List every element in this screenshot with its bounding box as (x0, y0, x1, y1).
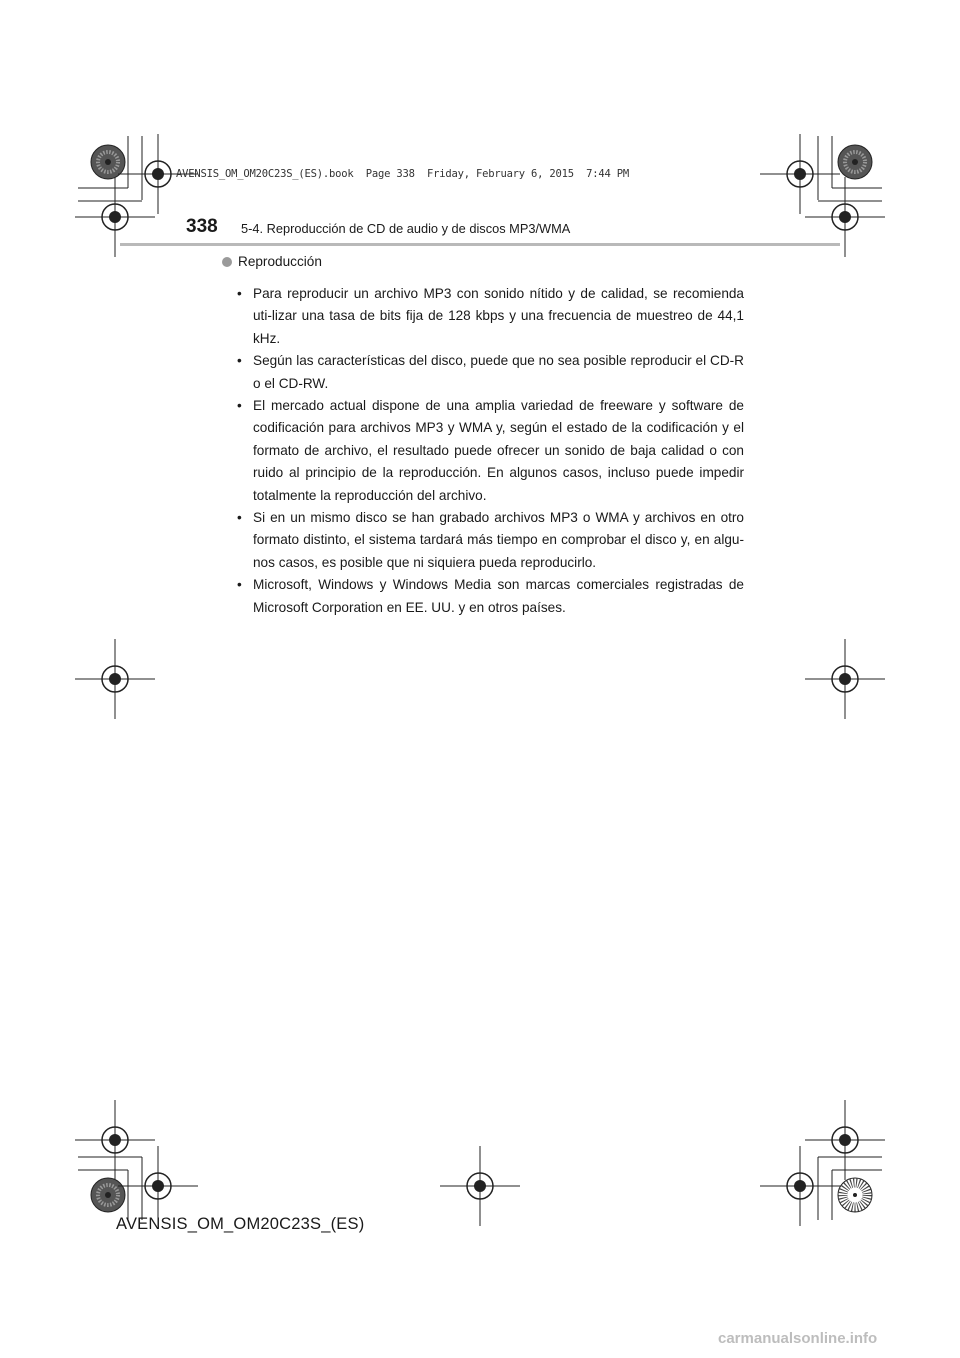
section-heading (222, 254, 322, 269)
footer-doc-code: AVENSIS_OM_OM20C23S_(ES) (116, 1215, 365, 1233)
page-number: 338 (186, 216, 218, 237)
bullet-list (232, 283, 744, 619)
registration-crosshair-icon (805, 1100, 885, 1180)
bullet-icon: • (237, 510, 242, 526)
list-item-text: Si en un mismo disco se han grabado archivos MP3 o WMA y archivos en otro formato distinto, el sistema tardará más tiempo en comprobar el disco y, en algu-nos casos, es posible que ni siquiera pueda reproducirlo. (253, 510, 744, 570)
registration-crosshair-icon (805, 639, 885, 719)
list-item (232, 395, 744, 507)
registration-crosshair-icon (760, 1146, 840, 1226)
section-bullet-icon (222, 257, 232, 267)
header-rule (120, 243, 840, 246)
registration-sun-icon (838, 1178, 872, 1212)
list-item-text: Según las características del disco, puede que no sea posible reproducir el CD-R o el CD-RW. (253, 353, 744, 391)
bullet-icon: • (237, 286, 242, 301)
registration-crosshair-icon (760, 134, 840, 214)
registration-crosshair-icon (75, 1100, 155, 1180)
watermark: carmanualsonline.info (718, 1330, 878, 1347)
list-item-text: El mercado actual dispone de una amplia variedad de freeware y software de codificación para archivos MP3 y WMA y, según el estado de la codificación y el formato de archivo, el resultado puede ofrecer un sonido de baja calidad o con ruido al principio de la reproducción. En algunos casos, incluso puede impedir totalmente la reproducción del archivo. (253, 398, 744, 503)
list-item-text: Para reproducir un archivo MP3 con sonido nítido y de calidad, se recomienda uti-lizar una tasa de bits fija de 128 kbps y una frecuencia de muestreo de 44,1 kHz. (253, 286, 744, 346)
registration-sun-icon (838, 145, 872, 179)
running-head: 5-4. Reproducción de CD de audio y de discos MP3/WMA (241, 221, 571, 236)
bullet-icon: • (237, 577, 242, 593)
registration-crosshair-icon (118, 1146, 198, 1226)
list-item (232, 574, 744, 619)
registration-crosshair-icon (440, 1146, 520, 1226)
registration-sun-icon (91, 1178, 125, 1212)
bullet-icon: • (237, 398, 242, 414)
list-item (232, 507, 744, 574)
list-item (232, 350, 744, 395)
book-info: AVENSIS_OM_OM20C23S_(ES).book Page 338 Friday, February 6, 2015 7:44 PM (176, 168, 629, 180)
list-item-text: Microsoft, Windows y Windows Media son marcas comerciales registradas de Microsoft Corporation en EE. UU. y en otros países. (253, 577, 744, 615)
bullet-icon: • (237, 353, 242, 369)
registration-crosshair-icon (75, 639, 155, 719)
list-item (232, 283, 744, 350)
section-title: Reproducción (238, 254, 322, 269)
